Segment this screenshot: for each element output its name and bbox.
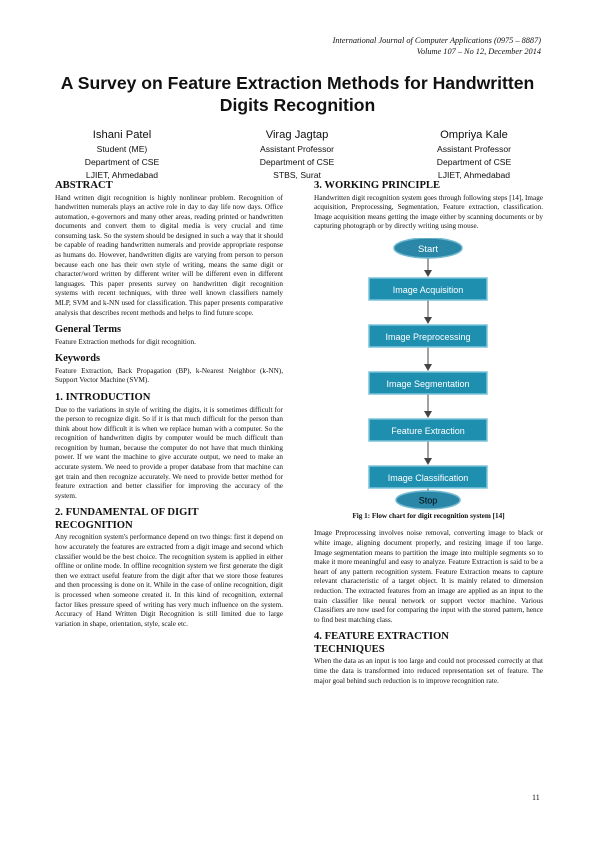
author-name: Virag Jagtap bbox=[265, 129, 329, 141]
author-inst: LJIET, Ahmedabad bbox=[85, 170, 159, 180]
abstract-heading: ABSTRACT bbox=[55, 180, 113, 191]
fundamental-heading-line1: 2. FUNDAMENTAL OF DIGIT bbox=[55, 507, 199, 519]
author-role: Assistant Professor bbox=[259, 144, 335, 154]
feature-heading-line2: TECHNIQUES bbox=[314, 643, 385, 655]
keywords-heading: Keywords bbox=[55, 353, 101, 365]
right-column bbox=[314, 180, 543, 692]
author-role: Student (ME) bbox=[96, 144, 148, 154]
abstract-text: Hand written digit recognition is highly nonlinear problem. Recognition of handwritten numerals plays an active role in day to day life now days. Office automation, e-governors and many other areas, reading printed or handwritten documents and convert them to digital media is very crucial and time consuming task. So the system should be designed in such a way that it should be capable of reading handwritten numerals and provide appropriate response as humans do. However, handwritten digits are varying from person to person because each one has their own style of writing, means the same digit or character/word written by different writer will be different even in different languages. This paper presents survey on handwritten digit recognition systems with recent techniques, with three well known classifiers namely MLP, SVM and k-NN used for classification. This paper presents comparative analysis that describes recent methods and helps to find future scope. bbox=[55, 193, 283, 317]
author-2 bbox=[212, 128, 382, 182]
journal-header bbox=[333, 35, 541, 57]
flow-step-label: Feature Extraction bbox=[391, 425, 465, 436]
fundamental-text: Any recognition system's performance depend on two things: first it depend on how accurately the features are extracted from a digit image and second which classifier would be the best choice. The recognition system is applied in either offline or online mode. In offline recognition system we first generate the digit then we extract useful feature from the digit after that we store those features and then processing is done on it. While in the case of online recognition, digit is processed when someone created it. In this kind of recognition, external factor likes pressure speed of writing has very much influence on the system. Accuracy of Hand Written Digit Recognition is still limited due to large variation in shape, orientation, style, scale etc. bbox=[55, 533, 283, 628]
flow-step-label: Image Classification bbox=[387, 472, 469, 483]
introduction-heading: 1. INTRODUCTION bbox=[55, 392, 151, 403]
feature-extraction-text: When the data as an input is too large and could not processed correctly at that time the data is transformed into reduced representation set of feature. The major goal behind such reduction is to improve recognition rate. bbox=[314, 657, 543, 685]
author-inst: LJIET, Ahmedabad bbox=[437, 170, 511, 180]
left-column bbox=[55, 180, 283, 635]
feature-extraction-heading bbox=[314, 631, 543, 656]
flow-step-label: Image Preprocessing bbox=[385, 331, 471, 342]
paper-title: A Survey on Feature Extraction Methods for Handwritten Digits Recognition bbox=[60, 73, 535, 115]
author-dept: Department of CSE bbox=[259, 157, 335, 167]
keywords-text: Feature Extraction, Back Propagation (BP), k-Nearest Neighbor (k-NN), Support Vector Machine (SVM). bbox=[55, 366, 283, 385]
author-dept: Department of CSE bbox=[84, 157, 160, 167]
working-principle-continued-text: Image Preprocessing involves noise removal, converting image to black or white image, aligning document properly, and resizing image if too large. Image segmentation means to partition the image into multiple segments so to make it more meaningful and easy to analyze. Feature Extraction is said to be a heart of any pattern recognition system. Feature Extraction means to capture relevant characteristic of a target object. It is mainly related to dimension reduction. The extracted features from an image are applied as an input to the train classifier like neural network or support vector machine. Various Classifiers are now used for comparing the input with the stored pattern, hence to find best matching class. bbox=[314, 529, 543, 624]
figure-caption: Fig 1: Flow chart for digit recognition system [14] bbox=[352, 511, 505, 520]
page-number: 11 bbox=[532, 793, 540, 802]
fundamental-heading bbox=[55, 507, 283, 532]
flow-start-label: Start bbox=[417, 243, 439, 255]
flow-step-label: Image Segmentation bbox=[386, 378, 470, 389]
flow-step-label: Image Acquisition bbox=[392, 284, 464, 295]
author-dept: Department of CSE bbox=[436, 157, 512, 167]
fundamental-heading-line2: RECOGNITION bbox=[55, 519, 133, 531]
journal-volume: Volume 107 – No 12, December 2014 bbox=[416, 47, 541, 56]
author-1 bbox=[37, 128, 207, 182]
general-terms-heading: General Terms bbox=[55, 324, 122, 336]
journal-name: International Journal of Computer Applications (0975 – 8887) bbox=[332, 36, 541, 45]
general-terms-text: Feature Extraction methods for digit recognition. bbox=[55, 337, 196, 346]
working-principle-heading: 3. WORKING PRINCIPLE bbox=[314, 180, 441, 191]
author-name: Ishani Patel bbox=[92, 129, 152, 141]
author-role: Assistant Professor bbox=[436, 144, 512, 154]
introduction-text: Due to the variations in style of writing the digits, it is sometimes difficult for the person to recognize digit. So if it is that much difficult for the person than think about how difficult it is when we replace human with a computer. So the recognition of handwritten digits by computer would be much difficult than recognition by human, because the computer do not have that much thinking power. If we want the machine to give accurate output, we need to make an accurate system. We need to provide a proper database from that machine can get train and then recognize accurately. We need to provide better method for feature extraction and better classifier for improving the accuracy of the system. bbox=[55, 405, 283, 500]
flow-stop-label: Stop bbox=[418, 495, 438, 506]
author-3 bbox=[389, 128, 559, 182]
feature-heading-line1: 4. FEATURE EXTRACTION bbox=[314, 631, 449, 643]
flowchart-figure bbox=[314, 238, 543, 510]
author-inst: STBS, Surat bbox=[273, 170, 321, 180]
author-name: Ompriya Kale bbox=[440, 129, 508, 141]
working-principle-text: Handwritten digit recognition system goes through following steps [14], Image acquisition, Preprocessing, Segmentation, Feature extraction, classification. Image acquisition means getting the image either by scanning documents or by capturing photograph or by directly writing using mouse. bbox=[314, 193, 543, 231]
flowchart-svg bbox=[314, 238, 543, 510]
